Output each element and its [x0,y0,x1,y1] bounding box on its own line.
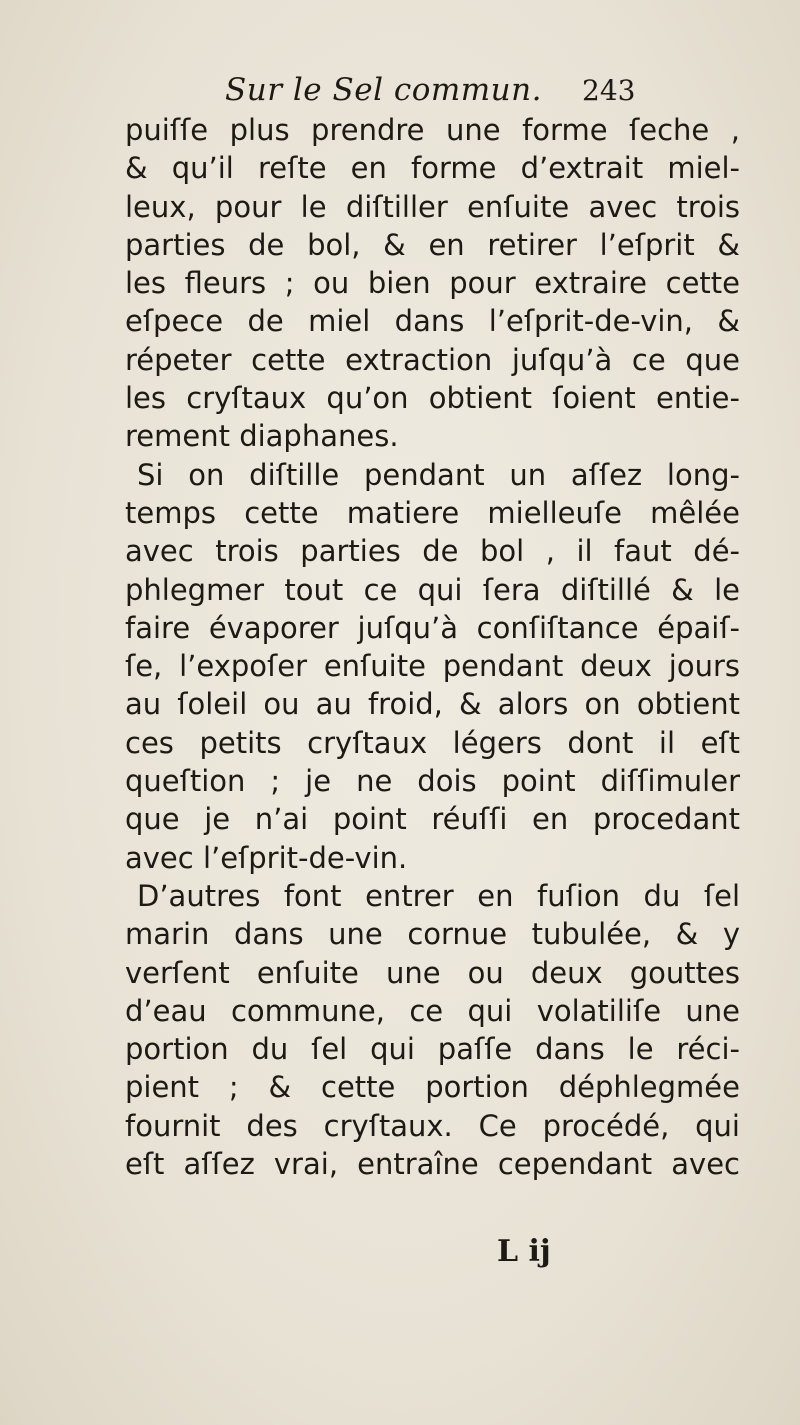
text-line: temps cette matiere mielleuſe mêlée [125,495,740,530]
text-line: queſtion ; je ne dois point diſſimuler [125,764,740,799]
text-line: portion du ſel qui paſſe dans le réci- [125,1032,740,1067]
text-line: parties de bol, & en retirer l’eſprit & [125,227,740,262]
running-title: Sur le Sel commun. [225,72,542,108]
text-line: avec l’eſprit-de-vin. [125,840,408,875]
text-line: puiſſe plus prendre une forme ſeche , [125,113,740,147]
text-line: les fleurs ; ou bien pour extraire cette [125,266,740,301]
text-line: répeter cette extraction juſqu’à ce que [125,342,740,377]
text-line: pient ; & cette portion déphlegmée [125,1070,740,1105]
text-line: & qu’il reſte en forme d’extrait miel- [125,151,740,186]
text-line: les cryſtaux qu’on obtient ſoient entie- [125,381,740,416]
text-line: marin dans une cornue tubulée, & y [125,917,740,952]
text-line: D’autres font entrer en fuſion du ſel [137,878,740,913]
signature-mark: L ij [497,1234,551,1269]
text-line: au ſoleil ou au froid, & alors on obtient [125,687,740,722]
text-line: ces petits cryſtaux légers dont il eſt [125,725,740,760]
text-line: ſe, l’expoſer enſuite pendant deux jours [125,649,740,684]
text-line: faire évaporer juſqu’à conſiſtance épaiſ- [125,610,740,645]
text-line: leux, pour le diſtiller enſuite avec trois [125,189,740,224]
text-line: d’eau commune, ce qui volatiliſe une [125,993,740,1028]
text-line: fournit des cryſtaux. Ce procédé, qui [125,1108,740,1143]
page-number: 243 [582,74,636,107]
text-line: verſent enſuite une ou deux gouttes [125,955,740,990]
text-line: Si on diſtille pendant un aſſez long- [137,457,740,492]
text-line: avec trois parties de bol , il faut dé- [125,534,740,569]
text-line: eſt aſſez vrai, entraîne cependant avec [125,1147,740,1182]
text-line: rement diaphanes. [125,419,399,454]
text-line: eſpece de miel dans l’eſprit-de-vin, & [125,304,740,339]
text-line: que je n’ai point réuſſi en procedant [125,802,740,837]
text-line: phlegmer tout ce qui ſera diſtillé & le [125,572,740,607]
body-text [125,111,740,1183]
